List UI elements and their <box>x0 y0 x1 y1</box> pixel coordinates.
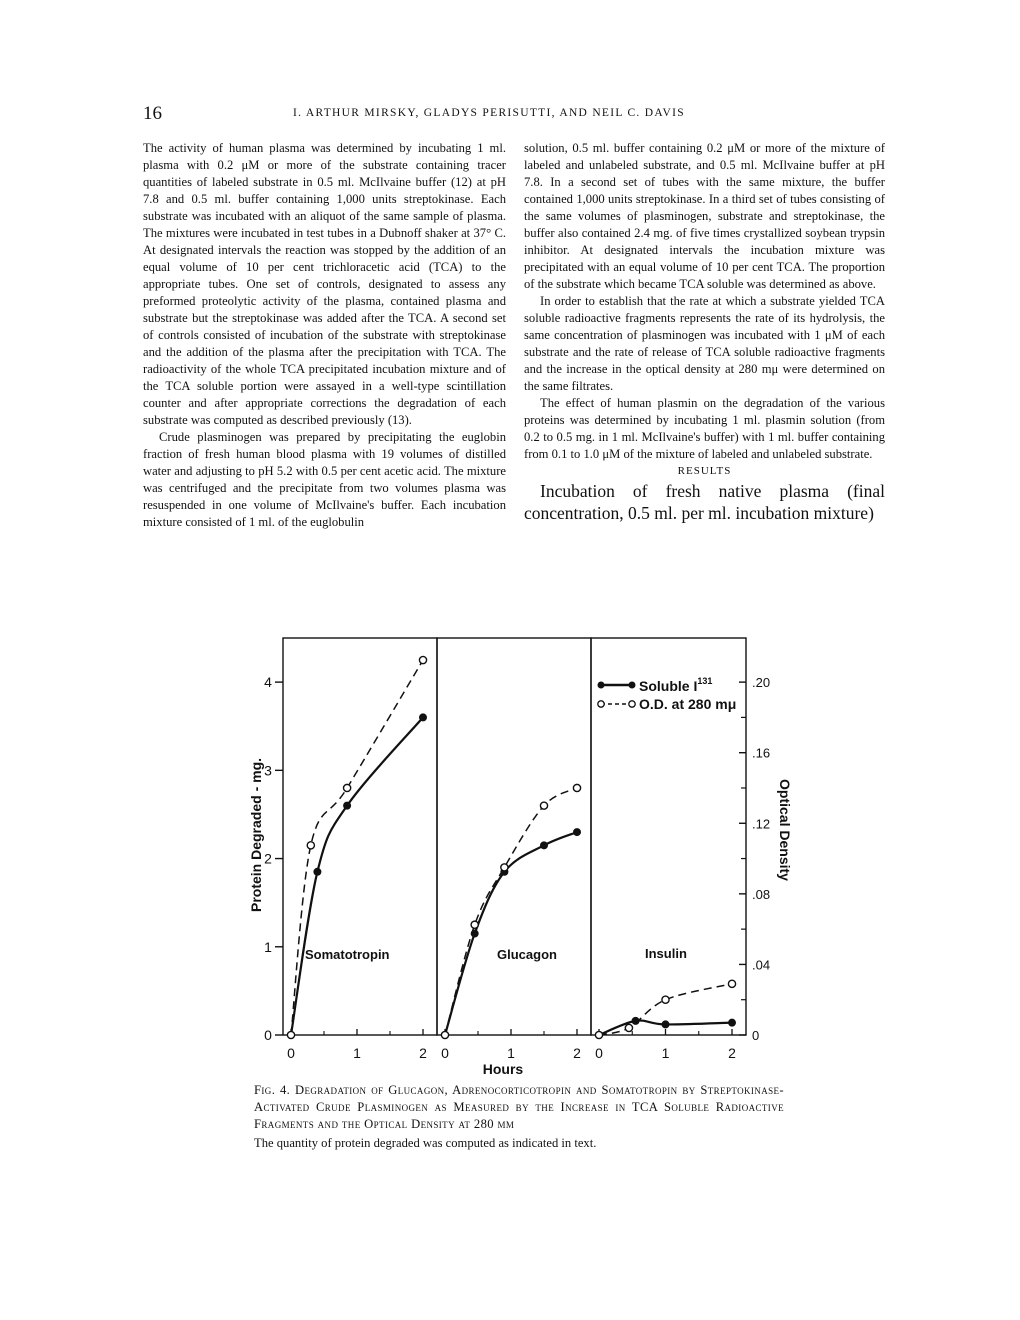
left-axis-label: Protein Degraded - mg. <box>248 757 264 913</box>
od-point <box>573 784 580 791</box>
x-tick-label: 0 <box>441 1045 449 1061</box>
left-y-tick-label: 1 <box>264 938 272 955</box>
data-markers <box>287 656 736 1039</box>
od-point <box>501 864 508 871</box>
legend-od-dot <box>629 701 635 707</box>
running-head: I. ARTHUR MIRSKY, GLADYS PERISUTTI, AND NEIL C. DAVIS <box>293 107 685 119</box>
od-point <box>441 1031 448 1038</box>
right-y-tick-label: .04 <box>752 957 771 973</box>
x-tick-label: 0 <box>595 1045 603 1061</box>
page-number: 16 <box>143 103 162 124</box>
right-y-tick-label: .12 <box>752 816 771 832</box>
x-tick-label: 0 <box>287 1045 295 1061</box>
left-y-tick-label: 4 <box>264 674 272 691</box>
caption-title: Fig. 4. Degradation of Glucagon, Adrenocorticotropin and Somatotropin by Streptokinase-Activated Crude Plasminogen as Measured by the Increase in TCA Soluble Radioactive Fragments and the Optical Density at 280 mμ <box>254 1083 784 1131</box>
legend-soluble-label: Soluble $I^{131}$ <box>639 676 713 694</box>
left-y-tick-label: 0 <box>264 1027 272 1043</box>
x-axis-label: Hours <box>482 1061 524 1077</box>
panel-frame <box>437 638 591 1035</box>
right-y-tick-label: .20 <box>752 675 771 691</box>
x-tick-label: 1 <box>353 1045 361 1061</box>
od-point <box>662 996 669 1003</box>
od-point <box>307 842 314 849</box>
soluble-point <box>343 802 351 810</box>
results-heading: RESULTS <box>677 465 732 477</box>
legend-od-label: O.D. at 280 mμ <box>639 696 737 712</box>
axis-labels <box>248 674 793 1077</box>
x-tick-label: 2 <box>573 1045 581 1061</box>
x-tick-label: 1 <box>661 1045 670 1061</box>
soluble-point <box>313 868 321 876</box>
left-y-tick-label: 2 <box>264 850 272 867</box>
soluble-curve <box>291 717 423 1035</box>
right-paragraph-3: The effect of human plasmin on the degradation of the various proteins was determined by incubating 1 ml. plasmin solution (from 0.2 to 0.5 mg. in 1 ml. McIlvaine's buffer) with 1 ml. buffer containing from 0.1 to 1.0 μM of the mixture of labeled and unlabeled substrate. <box>524 396 885 461</box>
figure-caption <box>254 1082 784 1152</box>
od-point <box>471 921 478 928</box>
soluble-point <box>573 828 581 836</box>
soluble-point <box>419 713 427 721</box>
x-tick-label: 2 <box>419 1045 427 1061</box>
od-point <box>595 1031 602 1038</box>
right-paragraph-1: solution, 0.5 ml. buffer containing 0.2 μM or more of the mixture of labeled and unlabeled substrate, and 0.5 ml. McIlvaine buffer at pH 7.8. In a second set of tubes with the same mixture, the buffer contained 1,000 units streptokinase. In a third set of tubes consisting of the same volumes of plasminogen, substrate and streptokinase, the buffer also contained 2.4 mg. of five times crystallized soybean trypsin inhibitor. At designated intervals the incubation mixture was precipitated with an equal volume of 10 per cent TCA. The proportion of the substrate which became TCA soluble was determined as above. <box>524 141 885 291</box>
right-axis-label: Optical Density <box>777 779 793 881</box>
right-y-tick-label: .16 <box>752 745 771 761</box>
legend-soluble-dot <box>598 682 605 689</box>
left-paragraph-1: The activity of human plasma was determined by incubating 1 ml. plasma with 0.2 μM or more of the substrate containing tracer quantities of labeled substrate in 0.5 ml. McIlvaine buffer (12) at pH 7.8 and 0.5 ml. buffer containing 1,000 units streptokinase. Each substrate was incubated with an aliquot of the same sample of plasma. The mixtures were incubated in test tubes in a Dubnoff shaker at 37° C. At designated intervals the reaction was stopped by the addition of an equal volume of 10 per cent trichloracetic acid (TCA) to the appropriate tubes. One set of controls, designated to assess any preformed proteolytic activity of the plasma, contained plasma and substrate but the streptokinase was added after the TCA. A second set of controls consisted of incubation of the substrate with streptokinase and the addition of the plasma after the precipitation with TCA. The radioactivity of the whole TCA precipitated incubation mixture and of the TCA soluble portion were assayed in a well-type scintillation counter and after appropriate corrections the degradation of each substrate was computed as described previously (13). <box>143 141 506 427</box>
od-curve <box>445 788 577 1035</box>
panel-frame <box>283 638 437 1035</box>
od-point <box>344 784 351 791</box>
figure-4-chart <box>235 630 795 1080</box>
x-tick-label: 2 <box>728 1045 736 1061</box>
panel-name: Insulin <box>645 946 687 961</box>
caption-note: The quantity of protein degraded was computed as indicated in text. <box>254 1136 597 1150</box>
soluble-point <box>471 930 479 938</box>
soluble-point <box>728 1019 736 1027</box>
right-column <box>524 140 885 524</box>
right-y-tick-label: 0 <box>752 1028 760 1043</box>
legend <box>598 676 737 712</box>
right-paragraph-2: In order to establish that the rate at which a substrate yielded TCA soluble radioactive fragments represents the rate of its hydrolysis, the same concentration of plasminogen was incubated with 1 μM of each substrate and the rate of release of TCA soluble radioactive fragments and the increase in the optical density at 280 mμ were determined on the same filtrates. <box>524 294 885 393</box>
od-point <box>540 802 547 809</box>
data-curves <box>291 660 732 1035</box>
soluble-point <box>662 1020 670 1028</box>
results-text: Incubation of fresh native plasma (final concentration, 0.5 ml. per ml. incubation mixture) <box>524 481 885 523</box>
soluble-point <box>540 841 548 849</box>
page-header <box>143 103 883 125</box>
legend-soluble-dot <box>629 682 636 689</box>
left-column <box>143 140 506 531</box>
left-paragraph-2: Crude plasminogen was prepared by precipitating the euglobin fraction of fresh human blood plasma with 19 volumes of distilled water and adjusting to pH 5.2 with 0.5 per cent acetic acid. The mixture was centrifuged and the precipitate from two volumes plasma was resuspended in one volume of McIlvaine's buffer. Each incubation mixture consisted of 1 ml. of the euglobulin <box>143 430 506 529</box>
od-point <box>728 980 735 987</box>
axis-ticks <box>275 682 746 1035</box>
x-tick-label: 1 <box>507 1045 515 1061</box>
left-y-tick-label: 3 <box>264 762 272 779</box>
od-point <box>419 656 426 663</box>
panel-name: Glucagon <box>497 947 557 962</box>
od-point <box>625 1024 632 1031</box>
od-point <box>287 1031 294 1038</box>
soluble-curve <box>445 832 577 1035</box>
right-y-tick-label: .08 <box>752 886 771 902</box>
panel-name: Somatotropin <box>305 947 390 962</box>
soluble-point <box>632 1017 640 1025</box>
legend-od-dot <box>598 701 604 707</box>
